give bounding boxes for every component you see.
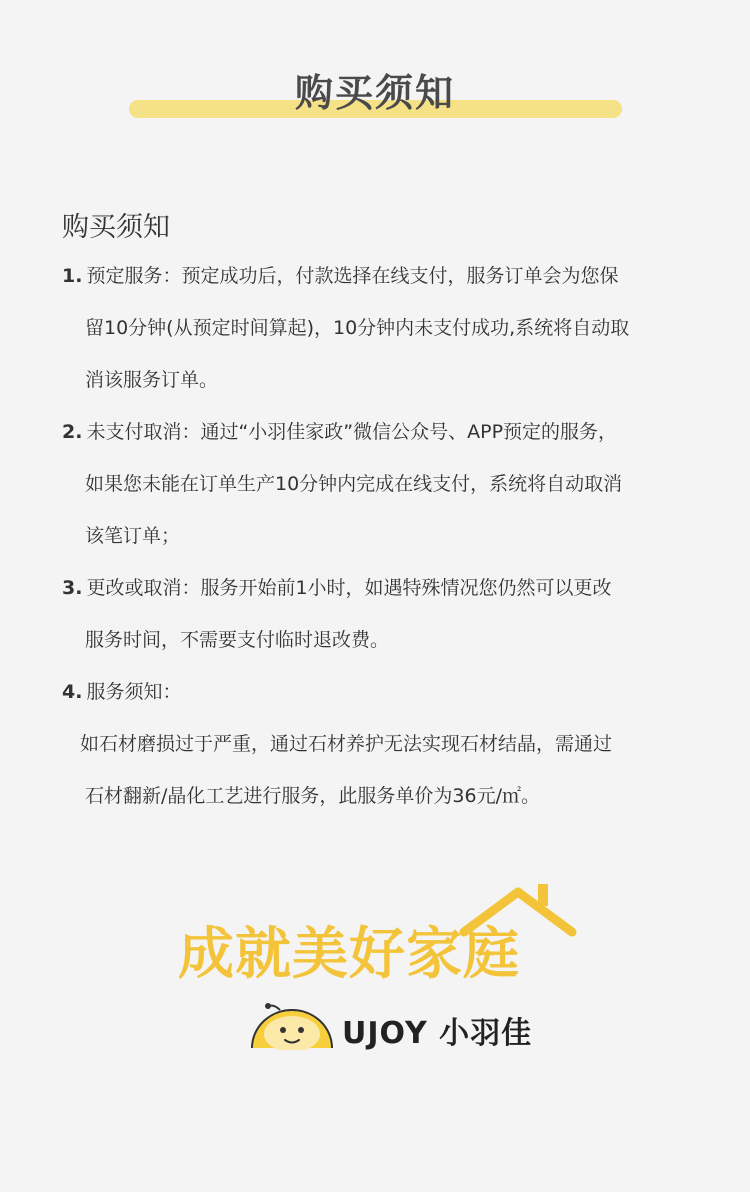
item-text: 该笔订单； xyxy=(85,525,181,547)
slogan-logo xyxy=(178,880,578,990)
item-text: 更改或取消：服务开始前1小时，如遇特殊情况您仍然可以更改 xyxy=(86,577,612,599)
item-number: 2. xyxy=(62,421,83,443)
purchase-notice xyxy=(62,208,702,822)
item-text: 石材翻新/晶化工艺进行服务，此服务单价为36元/㎡。 xyxy=(85,785,540,807)
item-text: 留10分钟(从预定时间算起)，10分钟内未支付成功,系统将自动取 xyxy=(85,317,630,339)
item-number: 3. xyxy=(62,577,83,599)
brand-slogan: 成就美好家庭 xyxy=(178,922,520,987)
item-text: 消该服务订单。 xyxy=(85,369,219,391)
header xyxy=(0,0,750,140)
bee-mascot-icon xyxy=(250,1000,334,1050)
notice-item-3 xyxy=(62,562,702,666)
item-text: 服务时间，不需要支付临时退改费。 xyxy=(85,629,390,651)
notice-title: 购买须知 xyxy=(62,212,170,243)
item-text: 未支付取消：通过“小羽佳家政”微信公众号、APP预定的服务， xyxy=(86,421,618,443)
notice-item-1 xyxy=(62,250,702,406)
ujoy-logo xyxy=(250,1000,550,1050)
notice-item-2 xyxy=(62,406,702,562)
logo-text: UJOY 小羽佳 xyxy=(342,1016,533,1051)
item-number: 1. xyxy=(62,265,83,287)
notice-item-4 xyxy=(62,666,702,822)
brand-footer xyxy=(0,880,750,1060)
item-number: 4. xyxy=(62,681,83,703)
item-text: 如石材磨损过于严重，通过石材养护无法实现石材结晶，需通过 xyxy=(80,733,613,755)
item-text: 预定服务：预定成功后，付款选择在线支付，服务订单会为您保 xyxy=(86,265,619,287)
item-text: 服务须知： xyxy=(86,681,182,703)
page-title: 购买须知 xyxy=(294,71,455,115)
item-text: 如果您未能在订单生产10分钟内完成在线支付，系统将自动取消 xyxy=(85,473,623,495)
